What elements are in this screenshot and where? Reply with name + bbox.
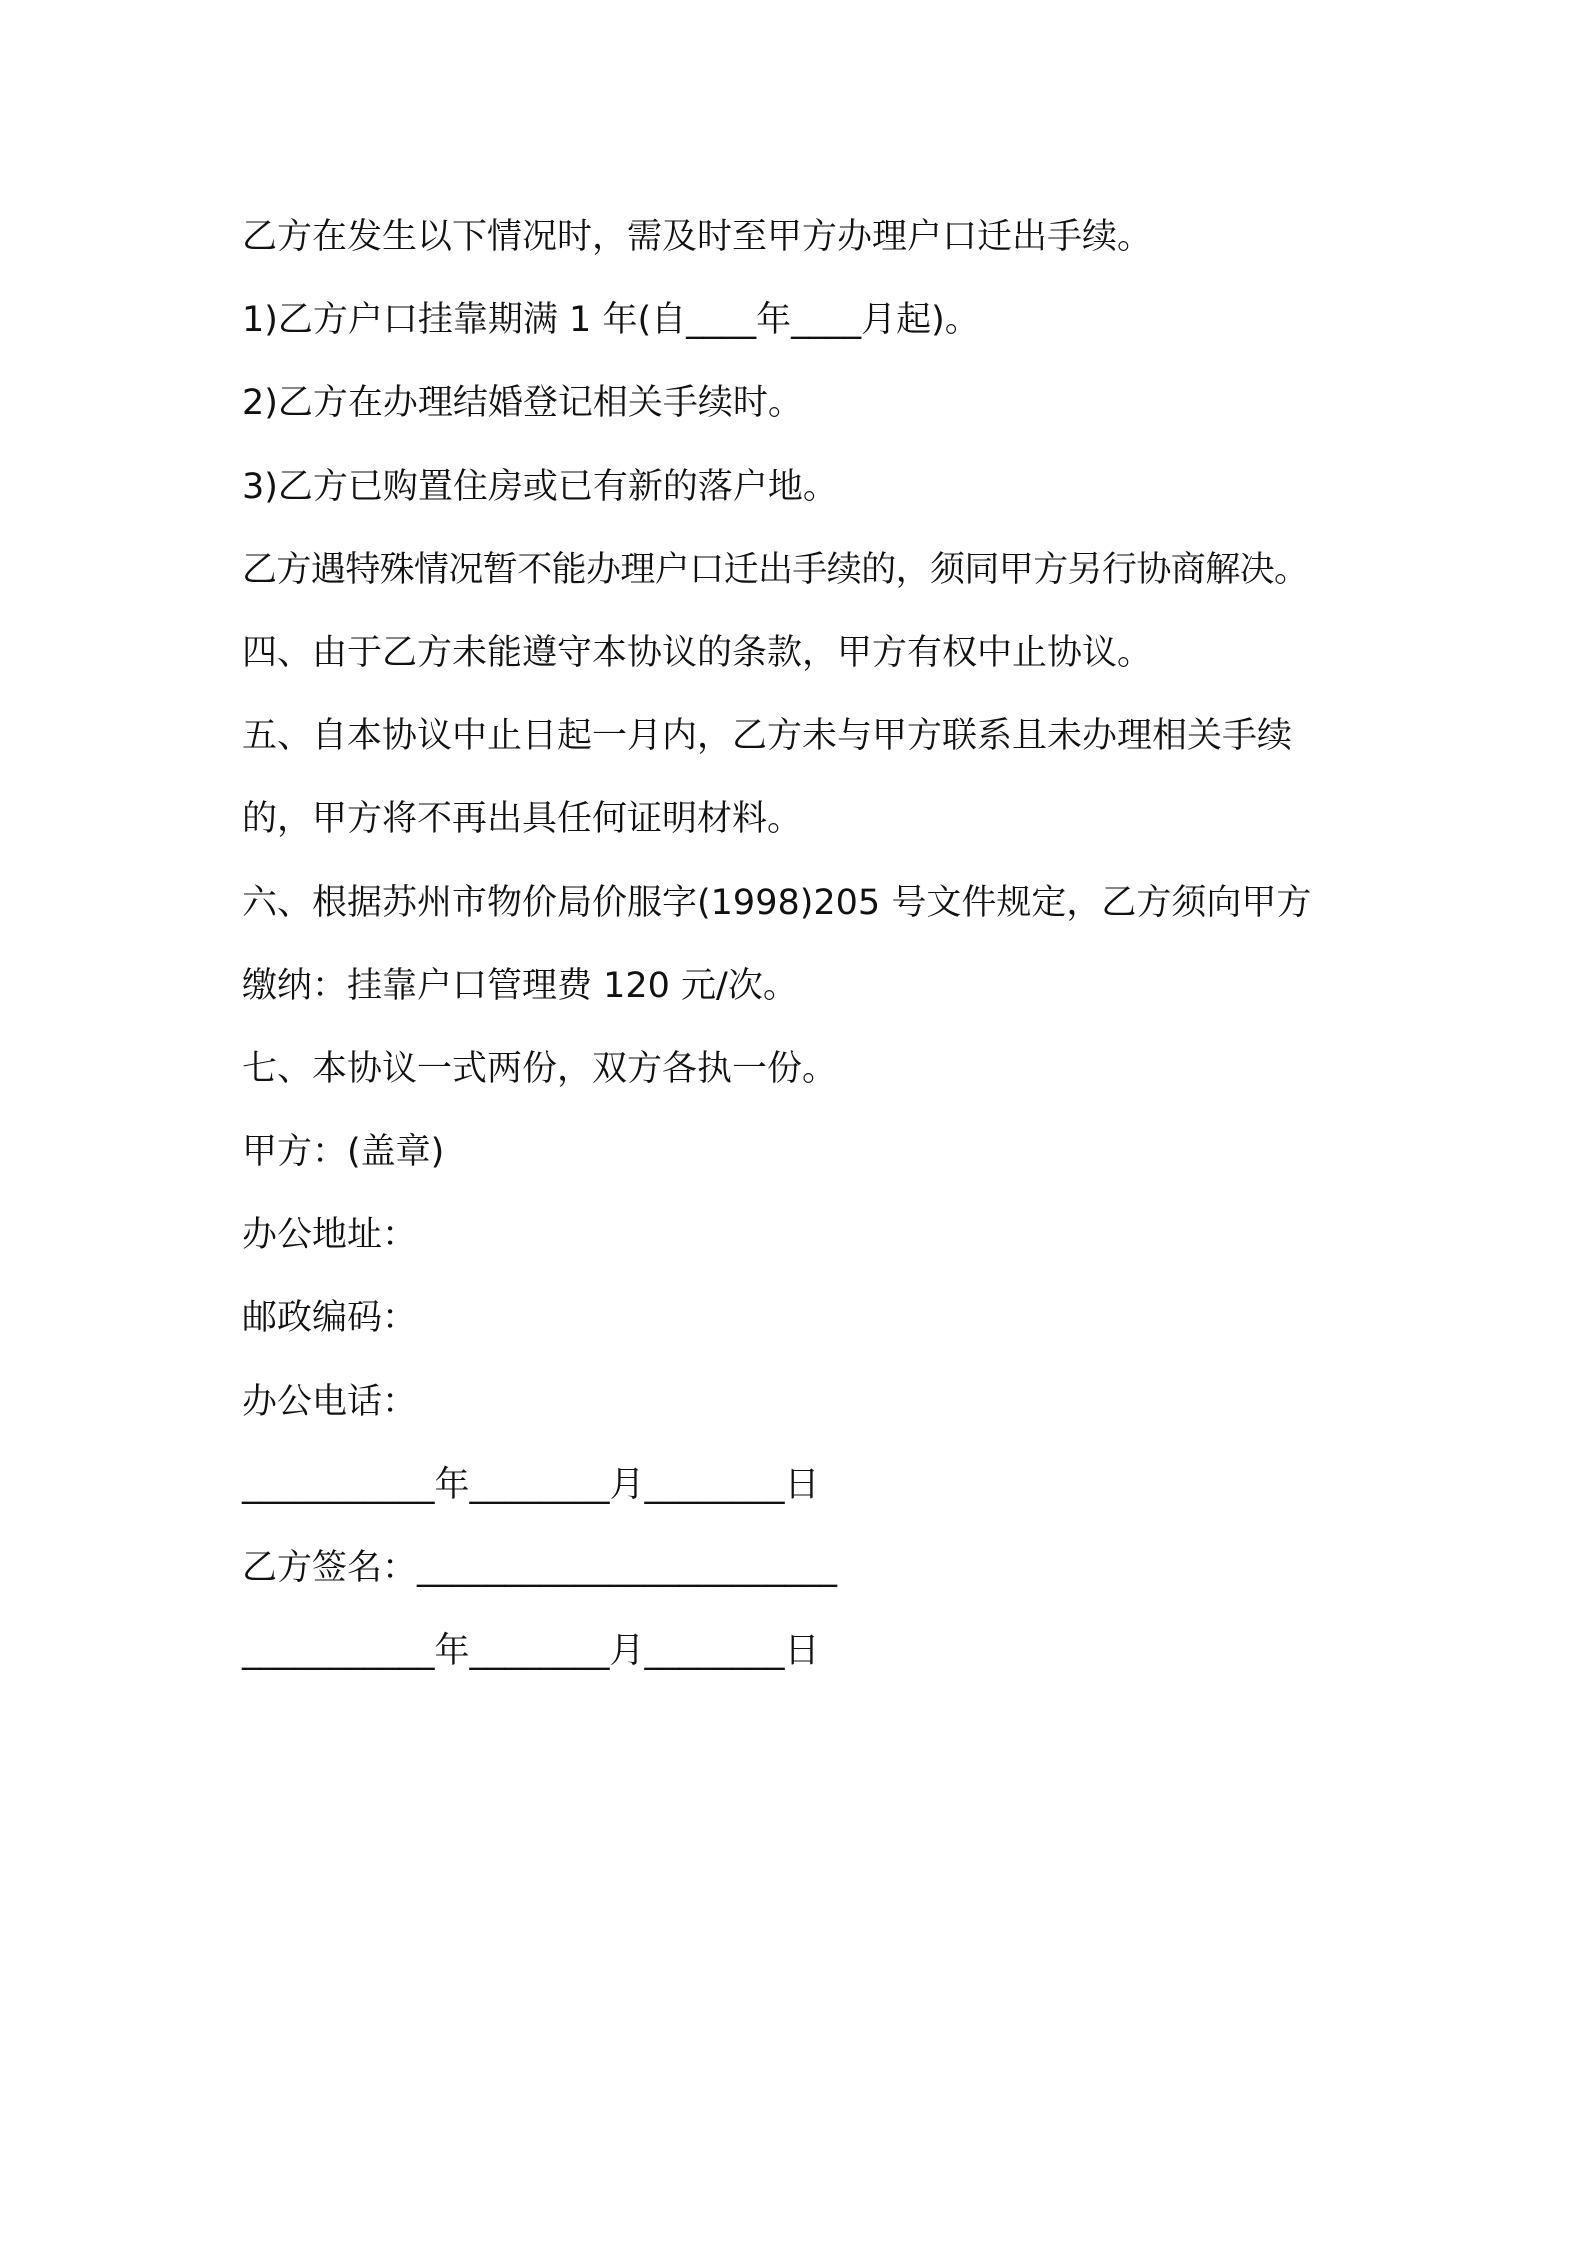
clause-5-line-2: 的，甲方将不再出具任何证明材料。 <box>242 799 803 840</box>
party-a-seal-label: 甲方：(盖章) <box>242 1132 445 1173</box>
text-line-condition-1: 1)乙方户口挂靠期满 1 年(自____年____月起)。 <box>242 300 980 341</box>
clause-6-line-2: 缴纳：挂靠户口管理费 120 元/次。 <box>242 965 798 1006</box>
clause-6-line-1: 六、根据苏州市物价局价服字(1998)205 号文件规定，乙方须向甲方 <box>242 882 1312 923</box>
text-line-condition-2: 2)乙方在办理结婚登记相关手续时。 <box>242 383 803 424</box>
office-address-label: 办公地址： <box>242 1215 418 1256</box>
document-body <box>242 196 1402 1693</box>
party-b-date-line: ___________年________月________日 <box>242 1631 820 1672</box>
clause-5-line-1: 五、自本协议中止日起一月内，乙方未与甲方联系且未办理相关手续 <box>242 716 1293 757</box>
postal-code-label: 邮政编码： <box>242 1298 418 1339</box>
clause-7: 七、本协议一式两份，双方各执一份。 <box>242 1048 838 1089</box>
text-line-exit-conditions-intro: 乙方在发生以下情况时，需及时至甲方办理户口迁出手续。 <box>242 217 1153 257</box>
clause-4: 四、由于乙方未能遵守本协议的条款，甲方有权中止协议。 <box>242 632 1153 673</box>
office-phone-label: 办公电话： <box>242 1381 418 1422</box>
party-b-signature-line: 乙方签名：________________________ <box>242 1548 838 1588</box>
party-a-date-line: ___________年________月________日 <box>242 1464 820 1505</box>
text-line-special-case: 乙方遇特殊情况暂不能办理户口迁出手续的，须同甲方另行协商解决。 <box>242 549 1309 590</box>
text-line-condition-3: 3)乙方已购置住房或已有新的落户地。 <box>242 466 838 507</box>
